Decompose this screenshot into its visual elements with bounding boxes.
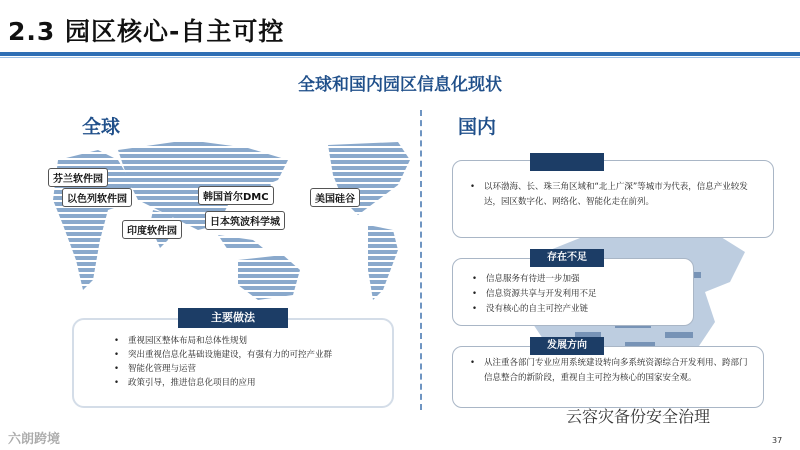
practices-title: 主要做法 bbox=[178, 308, 288, 328]
practices-list bbox=[128, 334, 332, 390]
shortcomings-title: 存在不足 bbox=[530, 249, 604, 267]
map-tag-japan: 日本筑波科学城 bbox=[205, 211, 285, 230]
shortcomings-list bbox=[472, 272, 682, 317]
list-item: • 突出重视信息化基础设施建设，有强有力的可控产业群 bbox=[128, 348, 332, 362]
list-item: • 信息资源共享与开发利用不足 bbox=[472, 287, 682, 302]
domestic-status-header bbox=[530, 153, 604, 171]
domestic-heading: 国内 bbox=[458, 116, 497, 138]
map-tag-israel: 以色列软件园 bbox=[62, 188, 132, 207]
domestic-status-text bbox=[470, 180, 760, 210]
map-tag-usa: 美国硅谷 bbox=[310, 188, 360, 207]
main-heading: 全球和国内园区信息化现状 bbox=[298, 75, 502, 95]
page-number: 37 bbox=[772, 436, 783, 445]
global-heading: 全球 bbox=[82, 116, 121, 138]
watermark-left: 六朗跨境 bbox=[8, 432, 61, 447]
watermark-right: 云容灾备份安全治理 bbox=[566, 407, 711, 426]
direction-text bbox=[470, 356, 750, 386]
list-item: • 信息服务有待进一步加强 bbox=[472, 272, 682, 287]
page-title: 2.3 园区核心-自主可控 bbox=[8, 17, 285, 46]
list-item: • 以环渤海、长、珠三角区域和“北上广深”等城市为代表，信息产业较发达，园区数字化、网络化、智能化走在前列。 bbox=[470, 180, 760, 210]
map-tag-india: 印度软件园 bbox=[122, 220, 182, 239]
list-item: • 没有核心的自主可控产业链 bbox=[472, 302, 682, 317]
title-underline-thin bbox=[0, 57, 800, 58]
list-item: • 重视园区整体布局和总体性规划 bbox=[128, 334, 332, 348]
list-item: • 政策引导，推进信息化项目的应用 bbox=[128, 376, 332, 390]
list-item: • 智能化管理与运营 bbox=[128, 362, 332, 376]
title-underline bbox=[0, 52, 800, 56]
direction-title: 发展方向 bbox=[530, 337, 604, 355]
map-tag-finland: 芬兰软件园 bbox=[48, 168, 108, 187]
list-item: • 从注重各部门专业应用系统建设转向多系统资源综合开发利用、跨部门信息整合的新阶段，重视自主可控为核心的国家安全观。 bbox=[470, 356, 750, 386]
section-divider bbox=[420, 110, 422, 410]
map-tag-korea: 韩国首尔DMC bbox=[198, 186, 274, 205]
